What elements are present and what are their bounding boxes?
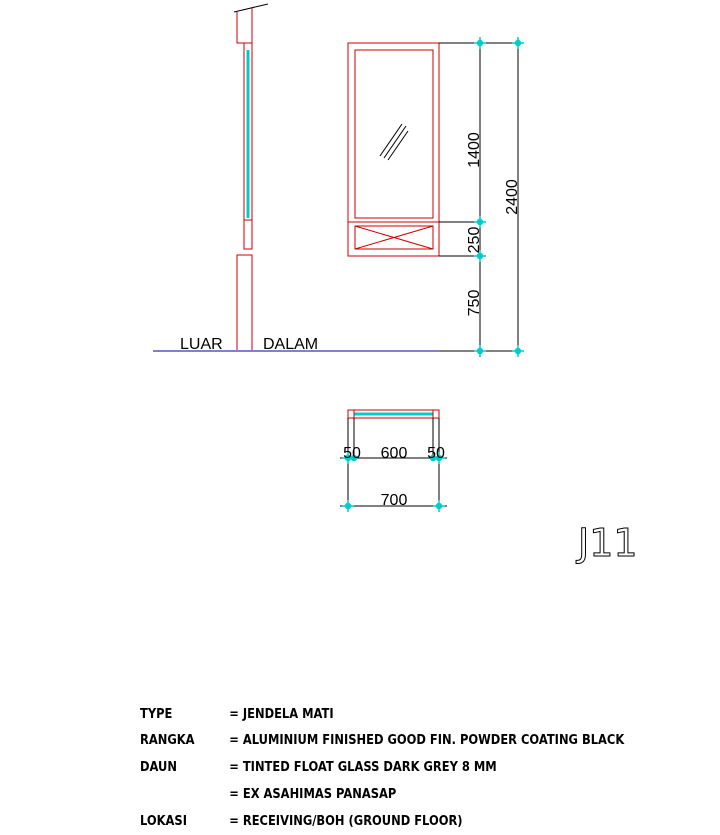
spec-key: DAUN bbox=[140, 759, 177, 775]
spec-value: = TINTED FLOAT GLASS DARK GREY 8 MM bbox=[229, 759, 497, 775]
outside-label: LUAR bbox=[180, 336, 223, 353]
spec-row-type bbox=[140, 706, 334, 722]
spec-row-supplier bbox=[140, 786, 396, 802]
inside-label: DALAM bbox=[263, 336, 319, 353]
spec-row-glass bbox=[140, 759, 497, 775]
upper-wall bbox=[237, 8, 252, 43]
lower-wall bbox=[237, 255, 252, 350]
glass-hatch bbox=[380, 124, 402, 156]
dim-panel-height: 250 bbox=[466, 226, 483, 254]
section-view bbox=[153, 4, 440, 351]
dim-sill-height: 750 bbox=[466, 289, 483, 317]
spec-key: RANGKA bbox=[140, 732, 195, 748]
glass-pane bbox=[355, 50, 433, 218]
dim-overall-width: 700 bbox=[380, 492, 408, 509]
spec-value: = RECEIVING/BOH (GROUND FLOOR) bbox=[229, 813, 463, 829]
spec-key: LOKASI bbox=[140, 813, 187, 829]
break-line bbox=[234, 4, 268, 12]
dim-left-frame: 50 bbox=[343, 445, 361, 462]
spec-key: TYPE bbox=[140, 706, 173, 722]
dim-right-frame: 50 bbox=[427, 445, 445, 462]
spec-value: = ALUMINIUM FINISHED GOOD FIN. POWDER COATING BLACK bbox=[229, 732, 625, 748]
spec-row-location bbox=[140, 813, 463, 829]
spec-value: = EX ASAHIMAS PANASAP bbox=[229, 786, 397, 802]
outer-frame bbox=[348, 43, 439, 256]
window-code: J11 bbox=[578, 521, 638, 565]
dim-total-height: 2400 bbox=[504, 179, 521, 215]
dim-opening: 600 bbox=[380, 445, 408, 462]
elevation-view bbox=[348, 43, 520, 351]
dim-glass-height: 1400 bbox=[466, 132, 483, 168]
spec-row-frame bbox=[140, 732, 624, 748]
spec-value: = JENDELA MATI bbox=[229, 706, 334, 722]
